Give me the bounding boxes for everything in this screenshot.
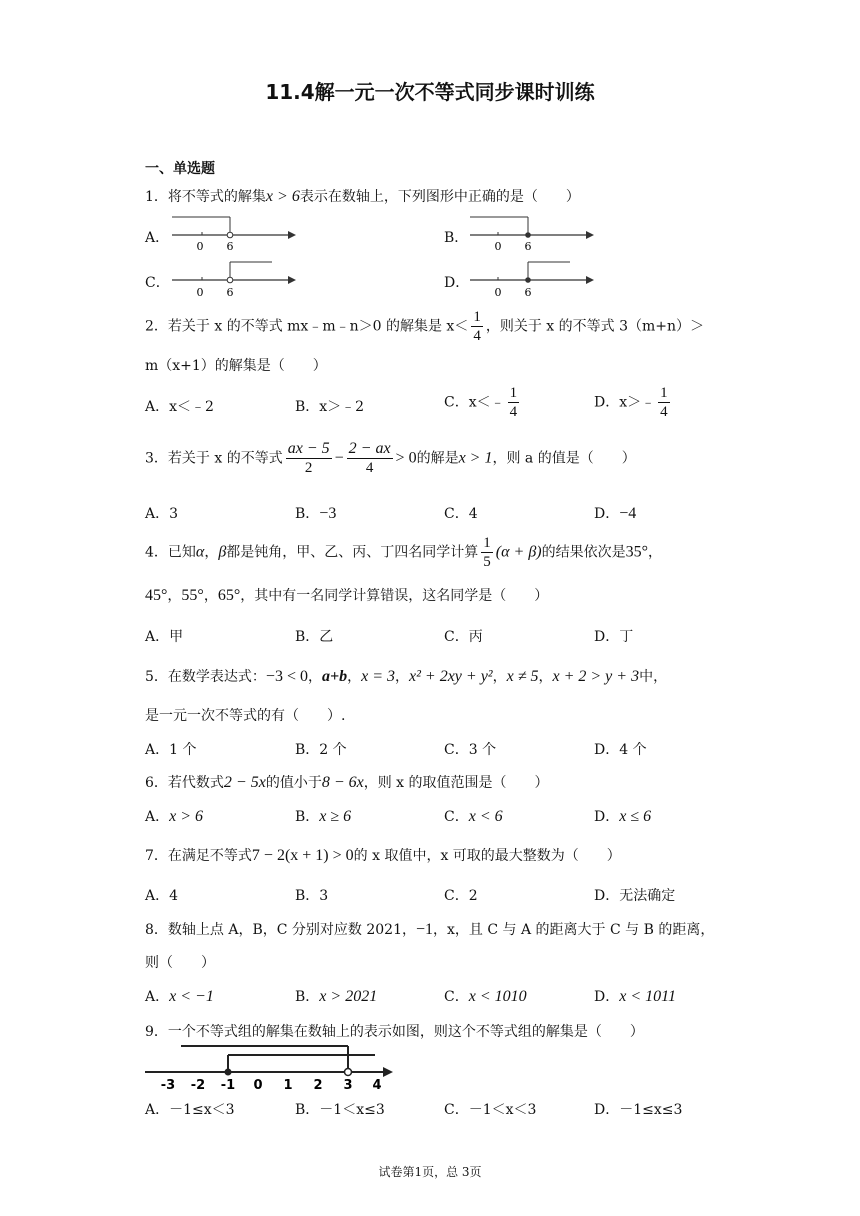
q9-option-a: A．－1≤x＜3 — [145, 1102, 235, 1118]
q5-option-b: B．2 个 — [295, 742, 347, 758]
q1-b-tick-0: 0 — [494, 240, 502, 253]
question-6: 6．若代数式2 − 5x的值小于8 − 6x，则 x 的取值范围是（ ） — [145, 774, 549, 791]
q1-text-b: 表示在数轴上，下列图形中正确的是（ ） — [299, 189, 580, 205]
q9-tick-label: 4 — [372, 1078, 382, 1093]
q3-fraction-2: $\frac{2 - ax}{4}$ — [348, 440, 391, 476]
q6-option-a: A．x > 6 — [145, 808, 204, 825]
q9-tick-label: 1 — [283, 1078, 293, 1093]
q1-text-a: 1．将不等式的解集 — [145, 189, 266, 205]
question-5-line-1: 5．在数学表达式：−3 < 0，a+b，x = 3，x² + 2xy + y²，x ≠ 5，x + 2 > y + 3中， — [145, 668, 668, 685]
q9-option-d: D．－1≤x≤3 — [594, 1102, 683, 1118]
question-2-line-1 — [145, 308, 704, 345]
q8-option-c: C．x < 1010 — [444, 988, 527, 1005]
q9-tick-label: 3 — [343, 1078, 353, 1093]
q3-option-a: A．3 — [145, 506, 179, 522]
q7-option-b: B．3 — [295, 888, 329, 904]
q8-option-b: B．x > 2021 — [295, 988, 378, 1005]
q3-option-c: C．4 — [444, 506, 478, 522]
q7-option-c: C．2 — [444, 888, 478, 904]
question-5-line-2: 是一元一次不等式的有（ ）. — [145, 708, 346, 724]
page-footer: 试卷第1页，总 3页 — [378, 1165, 482, 1179]
question-3: 3．若关于 x 的不等式 $\frac{ax - 5}{2}$ − $\frac{2 - ax}{4}$ > 0的解是x > 1，则 a 的值是（ ） — [145, 440, 636, 476]
q8-option-d: D．x < 1011 — [594, 988, 676, 1005]
q7-option-d: D．无法确定 — [594, 888, 676, 904]
q1-c-tick-0: 0 — [196, 286, 204, 299]
q2-option-c: C．x＜﹣ $\frac{1}{4}$ — [444, 385, 518, 420]
q5-option-d: D．4 个 — [594, 742, 647, 758]
q3-option-b: B．−3 — [295, 505, 337, 522]
q1-option-c-numberline — [172, 258, 302, 300]
q9-tick-label: 2 — [313, 1078, 323, 1093]
question-8-line-1: 8．数轴上点 A，B，C 分别对应数 2021，−1，x，且 C 与 A 的距离大于 C 与 B 的距离， — [145, 921, 715, 938]
q1-option-a-numberline — [172, 214, 302, 254]
q9-tick-label: -3 — [160, 1078, 176, 1093]
q3-option-d: D．−4 — [594, 505, 637, 522]
q9-option-b: B．－1＜x≤3 — [295, 1102, 385, 1118]
q2-text-a: 2．若关于 x 的不等式 mx﹣m﹣n＞0 的解集是 x＜ — [145, 318, 469, 335]
section-heading: 一、单选题 — [145, 161, 215, 177]
page-title: 11.4解一元一次不等式同步课时训练 — [265, 80, 595, 104]
question-8-line-2: 则（ ） — [145, 955, 215, 971]
q4-option-c: C．丙 — [444, 629, 483, 645]
q9-option-c: C．－1＜x＜3 — [444, 1102, 537, 1118]
question-4-line-2: 45°，55°，65°，其中有一名同学计算错误，这名同学是（ ） — [145, 587, 549, 604]
q3-fraction-1: $\frac{ax - 5}{2}$ — [287, 440, 330, 476]
q1-option-c-label: C． — [145, 275, 170, 291]
q1-math: x > 6 — [265, 188, 300, 205]
q2-text-b: ，则关于 x 的不等式 3（m+n）＞ — [485, 318, 705, 335]
question-2-line-2: m（x+1）的解集是（ ） — [145, 358, 327, 374]
q2-option-b: B．x＞﹣2 — [295, 399, 365, 415]
q2-fraction: $\frac{1}{4}$ — [473, 309, 481, 344]
q9-tick-label: -2 — [190, 1078, 206, 1093]
q1-option-b-label: B． — [444, 230, 469, 246]
q4-option-d: D．丁 — [594, 629, 634, 645]
q1-option-d-numberline — [470, 258, 600, 300]
q5-option-a: A．1 个 — [145, 742, 197, 758]
q5-option-c: C．3 个 — [444, 742, 497, 758]
question-7: 7．在满足不等式7 − 2(x + 1) > 0的 x 取值中，x 可取的最大整数为（ ） — [145, 847, 621, 864]
question-4-line-1: 4．已知α，β都是钝角，甲、乙、丙、丁四名同学计算 $\frac{1}{5}$ (α + β)的结果依次是35°， — [145, 535, 663, 570]
q2-option-d: D．x＞﹣ $\frac{1}{4}$ — [594, 385, 668, 420]
q6-option-b: B．x ≥ 6 — [295, 808, 352, 825]
q8-option-a: A．x < −1 — [145, 988, 214, 1005]
q1-b-tick-6: 6 — [524, 240, 532, 253]
q9-tick-label: -1 — [220, 1078, 236, 1093]
q1-d-tick-0: 0 — [494, 286, 502, 299]
q1-d-tick-6: 6 — [524, 286, 532, 299]
q1-a-tick-0: 0 — [196, 240, 204, 253]
q1-a-tick-6: 6 — [226, 240, 234, 253]
q9-numberline — [145, 1043, 395, 1093]
q1-option-b-numberline — [470, 214, 600, 254]
q1-c-tick-6: 6 — [226, 286, 234, 299]
q7-option-a: A．4 — [145, 888, 179, 904]
q6-option-c: C．x < 6 — [444, 808, 503, 825]
q9-tick-label: 0 — [253, 1078, 263, 1093]
question-1 — [145, 186, 580, 206]
q4-option-a: A．甲 — [145, 629, 184, 645]
q4-option-b: B．乙 — [295, 629, 334, 645]
q6-option-d: D．x ≤ 6 — [594, 808, 652, 825]
q1-option-a-label: A． — [145, 230, 170, 246]
q2-option-a: A．x＜﹣2 — [145, 399, 214, 415]
q3-text-a: 3．若关于 x 的不等式 — [145, 450, 283, 467]
q1-option-d-label: D． — [444, 275, 470, 291]
question-9: 9．一个不等式组的解集在数轴上的表示如图，则这个不等式组的解集是（ ） — [145, 1024, 644, 1040]
